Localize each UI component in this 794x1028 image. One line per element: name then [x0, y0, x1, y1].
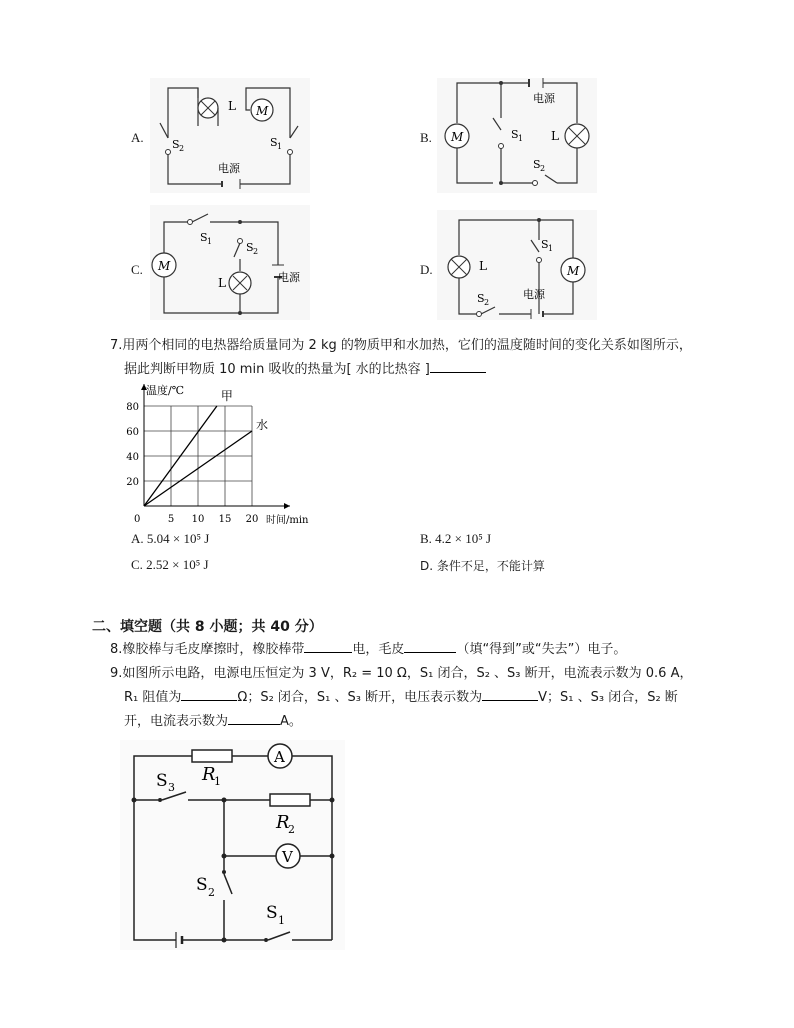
x-tick-label: 20 — [245, 514, 259, 525]
origin-label: 0 — [134, 514, 141, 525]
q7-line2: 据此判断甲物质 10 min 吸收的热量为[ 水的比热容 ] — [124, 362, 430, 377]
q7-answer-blank[interactable] — [430, 360, 486, 373]
svg-text:2: 2 — [208, 886, 215, 899]
question-9 — [110, 662, 710, 734]
q7-option-a: A. 5.04 × 10⁵ J — [131, 531, 210, 546]
q9-blank-3[interactable] — [228, 712, 280, 725]
resistor-r2-icon — [270, 794, 310, 806]
svg-text:2: 2 — [253, 247, 259, 256]
svg-text:2: 2 — [484, 298, 490, 307]
option-a-letter: A. — [131, 130, 144, 145]
option-c-letter: C. — [131, 262, 143, 277]
y-tick-label: 20 — [126, 477, 139, 488]
svg-text:L: L — [479, 259, 487, 273]
x-tick-label: 5 — [167, 514, 175, 525]
y-tick-label: 60 — [126, 427, 139, 438]
resistor-r1-icon — [192, 750, 232, 762]
q9-text-2a: R₁ 阻值为 — [124, 690, 182, 705]
q8-text-2: 电，毛皮 — [352, 642, 405, 657]
svg-text:S: S — [533, 158, 541, 171]
q8-text-1: 橡胶棒与毛皮摩擦时，橡胶棒带 — [122, 642, 305, 657]
svg-text:L: L — [551, 129, 559, 143]
svg-text:1: 1 — [518, 134, 524, 143]
svg-text:2: 2 — [288, 823, 295, 836]
q8-text-3: （填“得到”或“失去”）电子。 — [456, 642, 627, 657]
circuit-option-d — [437, 210, 597, 320]
svg-text:S: S — [541, 238, 549, 251]
svg-text:R: R — [202, 764, 216, 785]
svg-text:2: 2 — [179, 144, 185, 153]
section-2-title: 二、填空题（共 8 小题；共 40 分） — [92, 619, 323, 635]
svg-text:L: L — [218, 276, 226, 290]
y-tick-label: 80 — [126, 402, 139, 413]
q9-blank-2[interactable] — [482, 688, 538, 701]
svg-text:S: S — [156, 771, 168, 791]
q8-number: 8. — [110, 642, 123, 657]
q7-option-c: C. 2.52 × 10⁵ J — [131, 557, 209, 572]
svg-text:电源: 电源 — [533, 92, 555, 105]
q9-line1: 如图所示电路，电源电压恒定为 3 V，R₂ = 10 Ω，S₁ 闭合，S₂ 、S₃ 断开，电流表示数为 0.6 A， — [122, 666, 693, 681]
svg-text:M: M — [158, 259, 171, 273]
q7-option-d: D. 条件不足，不能计算 — [420, 559, 545, 573]
q7-line1: 用两个相同的电热器给质量同为 2 kg 的物质甲和水加热，它们的温度随时间的变化关系如图所示， — [122, 338, 692, 353]
q8-blank-2[interactable] — [404, 640, 456, 653]
y-tick-label: 40 — [126, 452, 139, 463]
q9-text-3a: 开，电流表示数为 — [124, 714, 229, 729]
svg-text:1: 1 — [548, 244, 554, 253]
x-axis-arrow — [284, 503, 290, 509]
svg-text:S: S — [196, 875, 208, 895]
svg-text:1: 1 — [214, 775, 221, 788]
svg-text:V: V — [282, 848, 293, 866]
q9-circuit-diagram — [120, 740, 345, 950]
q7-number: 7. — [110, 338, 123, 353]
question-8 — [110, 638, 710, 662]
svg-text:L: L — [228, 99, 236, 113]
svg-text:1: 1 — [278, 914, 285, 927]
svg-text:电源: 电源 — [218, 162, 240, 175]
svg-text:3: 3 — [168, 781, 175, 794]
svg-text:S: S — [511, 128, 519, 141]
option-d-letter: D. — [420, 262, 433, 277]
q9-text-3b: A。 — [280, 714, 302, 729]
svg-text:A: A — [274, 748, 285, 766]
svg-text:S: S — [200, 231, 208, 244]
svg-text:1: 1 — [207, 237, 213, 246]
q9-blank-1[interactable] — [181, 688, 237, 701]
temperature-time-chart — [118, 380, 328, 530]
y-axis-label: 温度/℃ — [146, 384, 185, 397]
svg-text:S: S — [246, 241, 254, 254]
svg-text:2: 2 — [540, 164, 546, 173]
svg-text:S: S — [270, 136, 278, 149]
q9-number: 9. — [110, 666, 123, 681]
circuit-option-a — [150, 78, 310, 193]
series-label-0: 甲 — [220, 389, 233, 403]
svg-text:M: M — [256, 104, 269, 118]
svg-text:电源: 电源 — [278, 271, 300, 284]
q7-option-b: B. 4.2 × 10⁵ J — [420, 531, 492, 546]
svg-text:电源: 电源 — [523, 288, 545, 301]
x-axis-label: 时间/min — [266, 515, 309, 526]
svg-text:S: S — [172, 138, 180, 151]
circuit-option-b — [437, 78, 597, 193]
series-label-1: 水 — [256, 418, 269, 432]
q9-text-2c: V；S₁ 、S₃ 闭合，S₂ 断 — [538, 690, 678, 705]
svg-text:M: M — [567, 264, 580, 278]
svg-text:S: S — [477, 292, 485, 305]
svg-text:S: S — [266, 903, 278, 923]
q8-blank-1[interactable] — [304, 640, 352, 653]
x-tick-label: 10 — [191, 514, 205, 525]
question-7 — [110, 334, 710, 382]
q9-text-2b: Ω；S₂ 闭合，S₁ 、S₃ 断开，电压表示数为 — [237, 690, 483, 705]
x-tick-label: 15 — [218, 514, 232, 525]
circuit-option-c — [150, 205, 310, 320]
svg-text:1: 1 — [277, 142, 283, 151]
option-b-letter: B. — [420, 130, 432, 145]
svg-text:M: M — [451, 130, 464, 144]
svg-text:R: R — [276, 812, 290, 833]
